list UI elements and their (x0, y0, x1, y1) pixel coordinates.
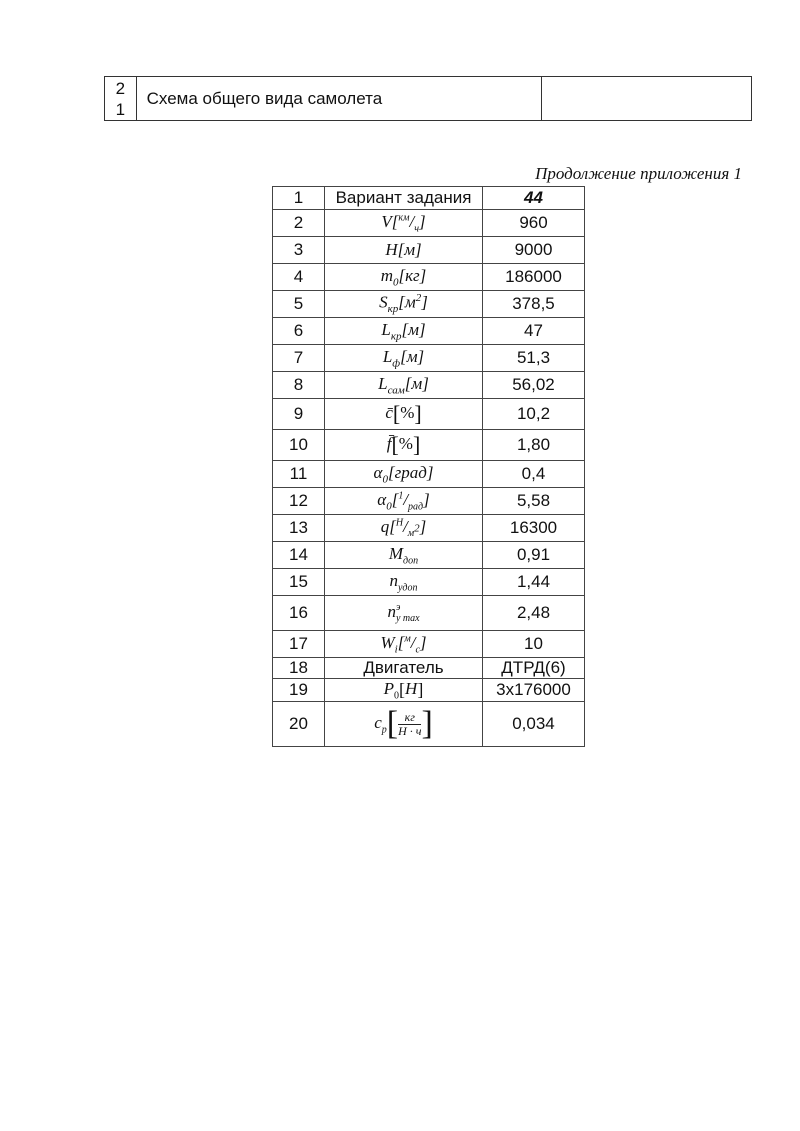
table-row (273, 515, 585, 542)
table-row (273, 461, 585, 488)
row-value: 378,5 (483, 291, 585, 318)
row-value: ДТРД(6) (483, 658, 585, 679)
param-gust-velocity: $W_i[^м/_с]$ (325, 631, 483, 658)
header-num: 1 (273, 187, 325, 210)
table-row (273, 542, 585, 569)
table-row (273, 596, 585, 631)
appendix-caption: Продолжение приложения 1 (535, 164, 742, 183)
table-row (273, 702, 585, 747)
param-specific-fuel-consumption: $c_p$[ $\frac{кг}{H \cdot ч}$ ] (325, 702, 483, 747)
row-num: 15 (273, 569, 325, 596)
table-row (273, 291, 585, 318)
param-speed: $V[^{км}/_ч]$ (325, 210, 483, 237)
row-num: 2 (273, 210, 325, 237)
table-row (273, 372, 585, 399)
param-aircraft-length: $L_{сам}[м]$ (325, 372, 483, 399)
row-num: 8 (273, 372, 325, 399)
row-num: 3 (273, 237, 325, 264)
row-num: 20 (273, 702, 325, 747)
row-num: 11 (273, 461, 325, 488)
row-value: 10 (483, 631, 585, 658)
row-num: 19 (273, 679, 325, 702)
param-wing-area: $S_{кр}[м^2]$ (325, 291, 483, 318)
row-num: 7 (273, 345, 325, 372)
param-thrust: $P_0[H]$ (325, 679, 483, 702)
table-row (273, 318, 585, 345)
row-value: 56,02 (483, 372, 585, 399)
param-max-load-factor: n э y max (325, 596, 483, 631)
row-value: 960 (483, 210, 585, 237)
table-row (273, 430, 585, 461)
table-header-row (273, 187, 585, 210)
table-row (273, 679, 585, 702)
table-row (273, 631, 585, 658)
row-num: 5 (273, 291, 325, 318)
top-table-empty-cell (541, 77, 751, 121)
row-value: 16300 (483, 515, 585, 542)
table-row (273, 658, 585, 679)
param-fuselage-length: $L_ф[м]$ (325, 345, 483, 372)
row-num: 18 (273, 658, 325, 679)
row-num: 13 (273, 515, 325, 542)
param-mach-limit: $M_{доп}$ (325, 542, 483, 569)
top-table-title: Схема общего вида самолета (136, 77, 541, 121)
row-number-line-2: 1 (115, 99, 126, 119)
table-row (273, 569, 585, 596)
row-num: 6 (273, 318, 325, 345)
row-value: 1,80 (483, 430, 585, 461)
row-value: 10,2 (483, 399, 585, 430)
row-value: 9000 (483, 237, 585, 264)
row-num: 14 (273, 542, 325, 569)
param-wing-span: $L_{кр}[м]$ (325, 318, 483, 345)
table-row (273, 345, 585, 372)
row-num: 16 (273, 596, 325, 631)
row-value: 5,58 (483, 488, 585, 515)
param-relative-camber: f̄[%] (325, 430, 483, 461)
row-value: 47 (483, 318, 585, 345)
table-row (273, 210, 585, 237)
table-row (273, 264, 585, 291)
parameters-table (272, 186, 585, 747)
top-table (104, 76, 752, 121)
param-mass: $m_0[кг]$ (325, 264, 483, 291)
table-row (273, 488, 585, 515)
param-zero-lift-angle: $\alpha_0[град]$ (325, 461, 483, 488)
row-num: 12 (273, 488, 325, 515)
row-value: 0,91 (483, 542, 585, 569)
row-num: 17 (273, 631, 325, 658)
header-value: 44 (483, 187, 585, 210)
param-altitude: H[м] (325, 237, 483, 264)
table-row (273, 399, 585, 430)
table-row (273, 237, 585, 264)
row-value: 1,44 (483, 569, 585, 596)
row-num: 10 (273, 430, 325, 461)
row-value: 51,3 (483, 345, 585, 372)
param-load-factor-limit: $n_{удоп}$ (325, 569, 483, 596)
row-value: 0,4 (483, 461, 585, 488)
row-number-cell (105, 77, 137, 121)
row-value: 0,034 (483, 702, 585, 747)
top-table-row (105, 77, 752, 121)
row-value: 186000 (483, 264, 585, 291)
param-engine: Двигатель (325, 658, 483, 679)
param-dynamic-pressure: $q[^Н/_{м^2}]$ (325, 515, 483, 542)
row-num: 4 (273, 264, 325, 291)
header-label: Вариант задания (325, 187, 483, 210)
param-lift-slope: $\alpha_0[^1/_{рад}]$ (325, 488, 483, 515)
param-relative-thickness: c̄[%] (325, 399, 483, 430)
row-value: 2,48 (483, 596, 585, 631)
row-num: 9 (273, 399, 325, 430)
row-number-line-1: 2 (115, 78, 126, 98)
row-value: 3х176000 (483, 679, 585, 702)
